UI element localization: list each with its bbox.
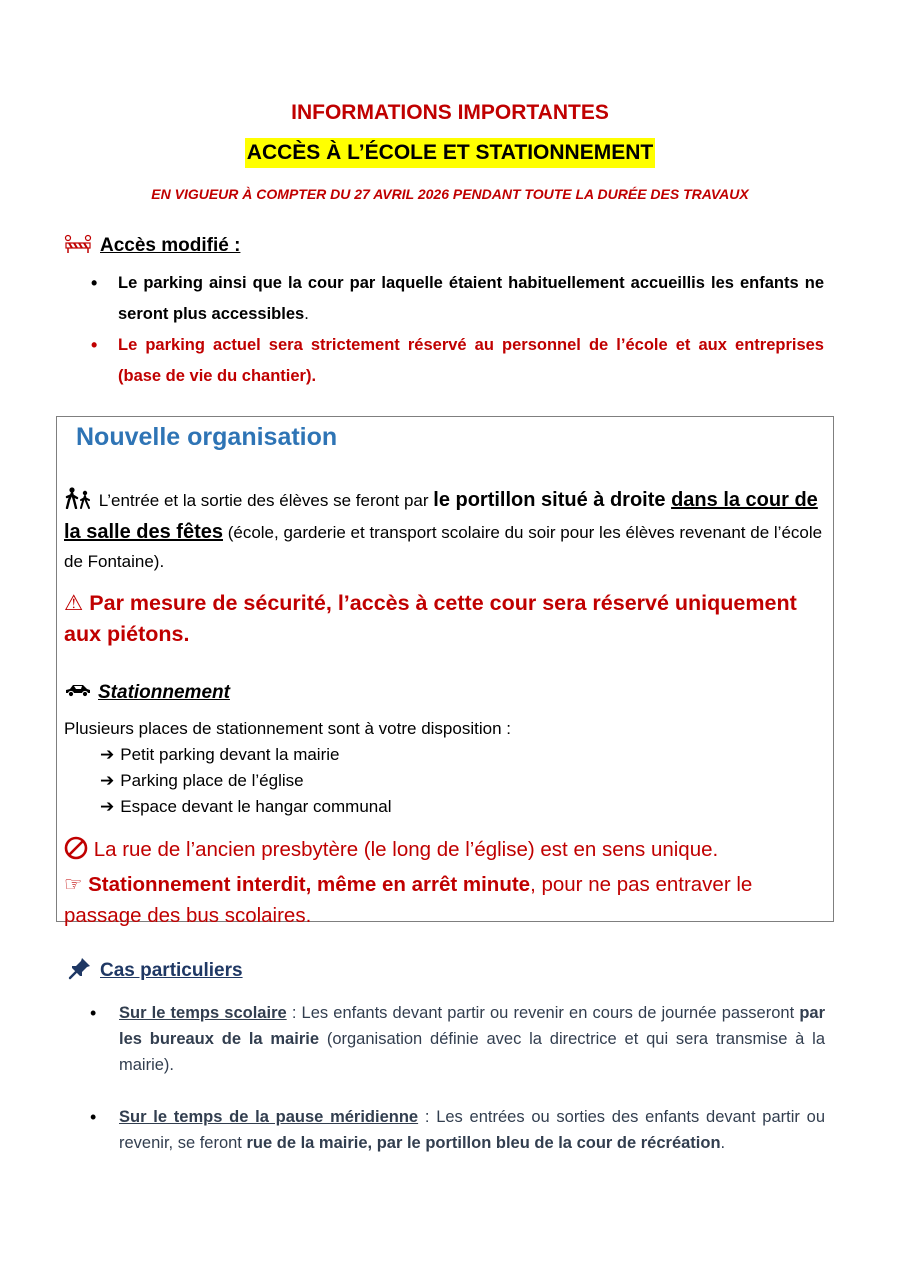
cas-heading-label: Cas particuliers — [100, 960, 243, 981]
effective-date-subtitle: EN VIGUEUR À COMPTER DU 27 AVRIL 2026 PENDANT TOUTE LA DURÉE DES TRAVAUX — [151, 186, 749, 202]
pushpin-icon — [68, 956, 92, 986]
list-item: ➔ Petit parking devant la mairie — [100, 742, 391, 768]
list-item: • Le parking ainsi que la cour par laquelle étaient habituellement accueillis les enfants ne seront plus accessibles. — [91, 273, 824, 323]
stationnement-intro: Plusieurs places de stationnement sont à votre disposition : — [64, 719, 511, 738]
stationnement-list — [100, 742, 391, 820]
list-item: ➔ Espace devant le hangar communal — [100, 794, 391, 820]
entree-paragraph: L’entrée et la sortie des élèves se feront par le portillon situé à droite dans la cour de la salle des fêtes (école, garderie et transport scolaire du soir pour les élèves revenant de l’école de Fontaine). — [64, 489, 823, 571]
acces-heading — [64, 232, 240, 260]
securite-warning: ⚠ Par mesure de sécurité, l’accès à cette cour sera réservé uniquement aux piétons. — [64, 591, 797, 646]
pointing-hand-icon: ☞ — [64, 873, 83, 896]
acces-list — [91, 268, 824, 392]
arrow-right-icon: ➔ — [100, 797, 115, 816]
list-item: ➔ Parking place de l’église — [100, 768, 391, 794]
cas-list — [90, 1000, 826, 1182]
list-item: • Le parking actuel sera strictement réservé au personnel de l’école et aux entreprises (base de vie du chantier). — [91, 335, 824, 385]
stationnement-label: Stationnement — [98, 682, 230, 703]
organisation-title: Nouvelle organisation — [76, 423, 338, 451]
car-icon — [64, 682, 92, 704]
acces-heading-label: Accès modifié : — [100, 235, 241, 256]
no-entry-icon — [64, 836, 88, 869]
pedestrians-icon — [64, 487, 94, 518]
arrow-right-icon: ➔ — [100, 745, 115, 764]
cas-heading — [68, 956, 243, 986]
highlight-title: ACCÈS À L’ÉCOLE ET STATIONNEMENT — [245, 138, 655, 168]
road-works-icon — [64, 232, 92, 260]
list-item: • Sur le temps de la pause méridienne : Les entrées ou sorties des enfants devant partir ou revenir, se feront rue de la mairie, par le portillon bleu de la cour de récréation. — [90, 1107, 825, 1152]
rue-sens-unique: La rue de l’ancien presbytère (le long de l’église) est en sens unique. ☞ Stationnement interdit, même en arrêt minute, pour ne pas entraver le passage des bus scolaires. — [64, 838, 753, 927]
arrow-right-icon: ➔ — [100, 771, 115, 790]
warning-icon: ⚠ — [64, 591, 84, 615]
list-item: • Sur le temps scolaire : Les enfants devant partir ou revenir en cours de journée passeront par les bureaux de la mairie (organisation définie avec la directrice et qui sera transmise à la mairie). — [90, 1003, 826, 1074]
stationnement-heading — [64, 682, 230, 704]
page-title: INFORMATIONS IMPORTANTES — [291, 101, 609, 124]
